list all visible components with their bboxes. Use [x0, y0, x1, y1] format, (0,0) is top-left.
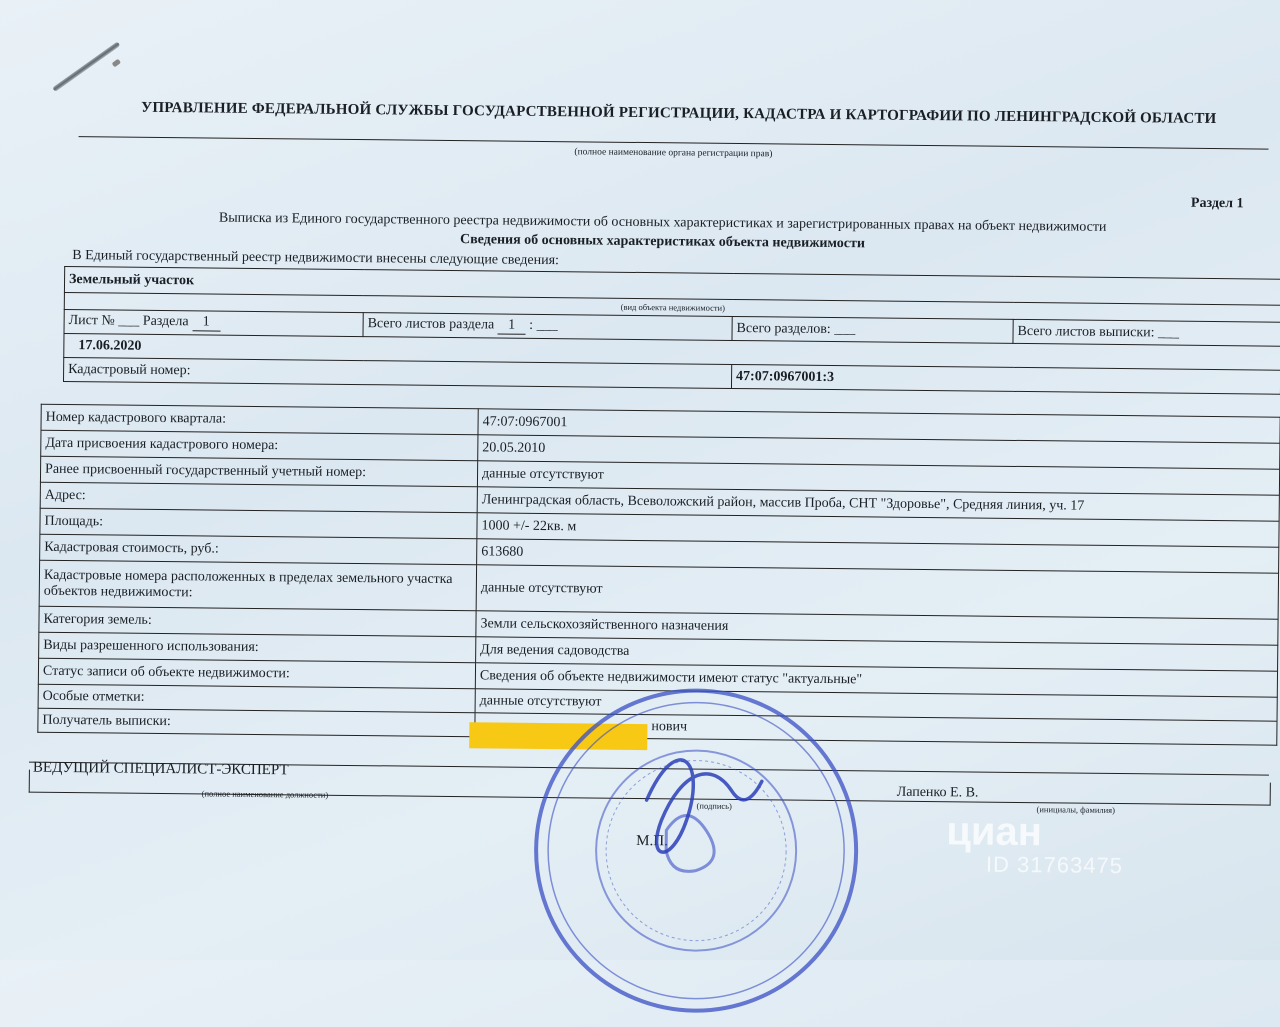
detail-label: Ранее присвоенный государственный учетный номер: [40, 456, 477, 487]
signature-caption: (подпись) [696, 800, 732, 811]
total-sheets-extract-label: Всего листов выписки: [1017, 323, 1155, 340]
detail-label: Виды разрешенного использования: [39, 632, 476, 663]
detail-label: Статус записи об объекте недвижимости: [38, 658, 475, 689]
extract-date: 17.06.2020 [64, 333, 1280, 370]
cadastral-number-label: Кадастровый номер: [64, 357, 732, 388]
organization-name: УПРАВЛЕНИЕ ФЕДЕРАЛЬНОЙ СЛУЖБЫ ГОСУДАРСТВЕННОЙ РЕГИСТРАЦИИ, КАДАСТРА И КАРТОГРАФИИ ПО ЛЕНИНГРАДСКОЙ ОБЛАСТИ [141, 99, 1217, 128]
detail-value: данные отсутствуют [475, 689, 1277, 721]
detail-label: Кадастровые номера расположенных в пределах земельного участка объектов недвижимости: [39, 560, 476, 611]
section-label: Раздел 1 [1190, 195, 1244, 212]
extract-title: Выписка из Единого государственного реестра недвижимости об основных характеристиках и зарегистрированных правах на объект недвижимости [218, 210, 1107, 235]
detail-value: 613680 [477, 539, 1279, 573]
cadastral-number-value: 47:07:0967001:3 [731, 364, 1280, 394]
detail-value: 1000 +/- 22кв. м [477, 513, 1279, 547]
detail-value: 47:07:0967001 [478, 409, 1280, 443]
intro-text: В Единый государственный реестр недвижимости внесены следующие сведения: [72, 248, 560, 269]
object-header-table [63, 266, 1280, 395]
detail-label: Получатель выписки: [38, 708, 475, 737]
position-caption: (полное наименование должности) [201, 788, 329, 800]
total-sections-label: Всего разделов: [736, 320, 831, 337]
detail-value: Сведения об объекте недвижимости имеют статус "актуальные" [475, 663, 1277, 697]
stamp-center-ring [595, 750, 797, 952]
sheet-label: Лист № [68, 313, 115, 329]
detail-value: нович [475, 713, 1277, 745]
total-sheets-section-label: Всего листов раздела [367, 316, 495, 333]
watermark-brand: циан [946, 809, 1043, 855]
detail-value: данные отсутствуют [477, 461, 1279, 495]
detail-value: Земли сельскохозяйственного назначения [476, 611, 1278, 645]
total-sheets-extract-cell [1013, 319, 1280, 346]
staple [52, 41, 120, 91]
staple-end [112, 59, 121, 68]
official-stamp [524, 679, 868, 1023]
name-caption: (инициалы, фамилия) [1036, 804, 1115, 815]
total-sheets-section-value: 1 [498, 318, 526, 335]
section-title: Сведения об основных характеристиках объекта недвижимости [459, 232, 866, 252]
detail-label: Категория земель: [39, 606, 476, 637]
sheet-number-cell [64, 309, 363, 336]
signature-scribble [646, 760, 762, 854]
section-of-label: Раздела [142, 313, 189, 330]
detail-value: 20.05.2010 [478, 435, 1280, 469]
position-title: ВЕДУЩИЙ СПЕЦИАЛИСТ-ЭКСПЕРТ [32, 759, 289, 779]
total-sheets-section-suffix: : ___ [529, 317, 558, 334]
detail-label: Номер кадастрового квартала: [41, 404, 478, 435]
section-of-value: 1 [192, 314, 220, 331]
detail-value: Для ведения садоводства [476, 637, 1278, 671]
watermark-id: ID 31763475 [985, 851, 1124, 879]
detail-value: данные отсутствуют [476, 565, 1278, 619]
stamp-inner-ring [547, 701, 846, 1000]
total-sections-value: ___ [834, 321, 856, 337]
sheet-value: ___ [118, 313, 140, 329]
stamp-outer-ring [534, 689, 857, 1012]
signer-name: Лапенко Е. В. [896, 784, 979, 801]
organization-caption: (полное наименование органа регистрации прав) [574, 147, 773, 160]
detail-label: Дата присвоения кадастрового номера: [41, 430, 478, 461]
total-sheets-extract-value: ___ [1157, 324, 1180, 341]
detail-label: Особые отметки: [38, 684, 475, 713]
object-type: Земельный участок [64, 266, 1280, 305]
detail-label: Кадастровая стоимость, руб.: [40, 534, 477, 565]
total-sections-cell [732, 316, 1013, 343]
detail-label: Адрес: [40, 482, 477, 513]
object-type-caption: (вид объекта недвижимости) [64, 292, 1280, 322]
seal-label: М.П. [636, 832, 668, 850]
detail-value: Ленинградская область, Всеволожский район, массив Проба, СНТ "Здоровье", Средняя линия, уч. 17 [477, 487, 1279, 521]
detail-label: Площадь: [40, 508, 477, 539]
